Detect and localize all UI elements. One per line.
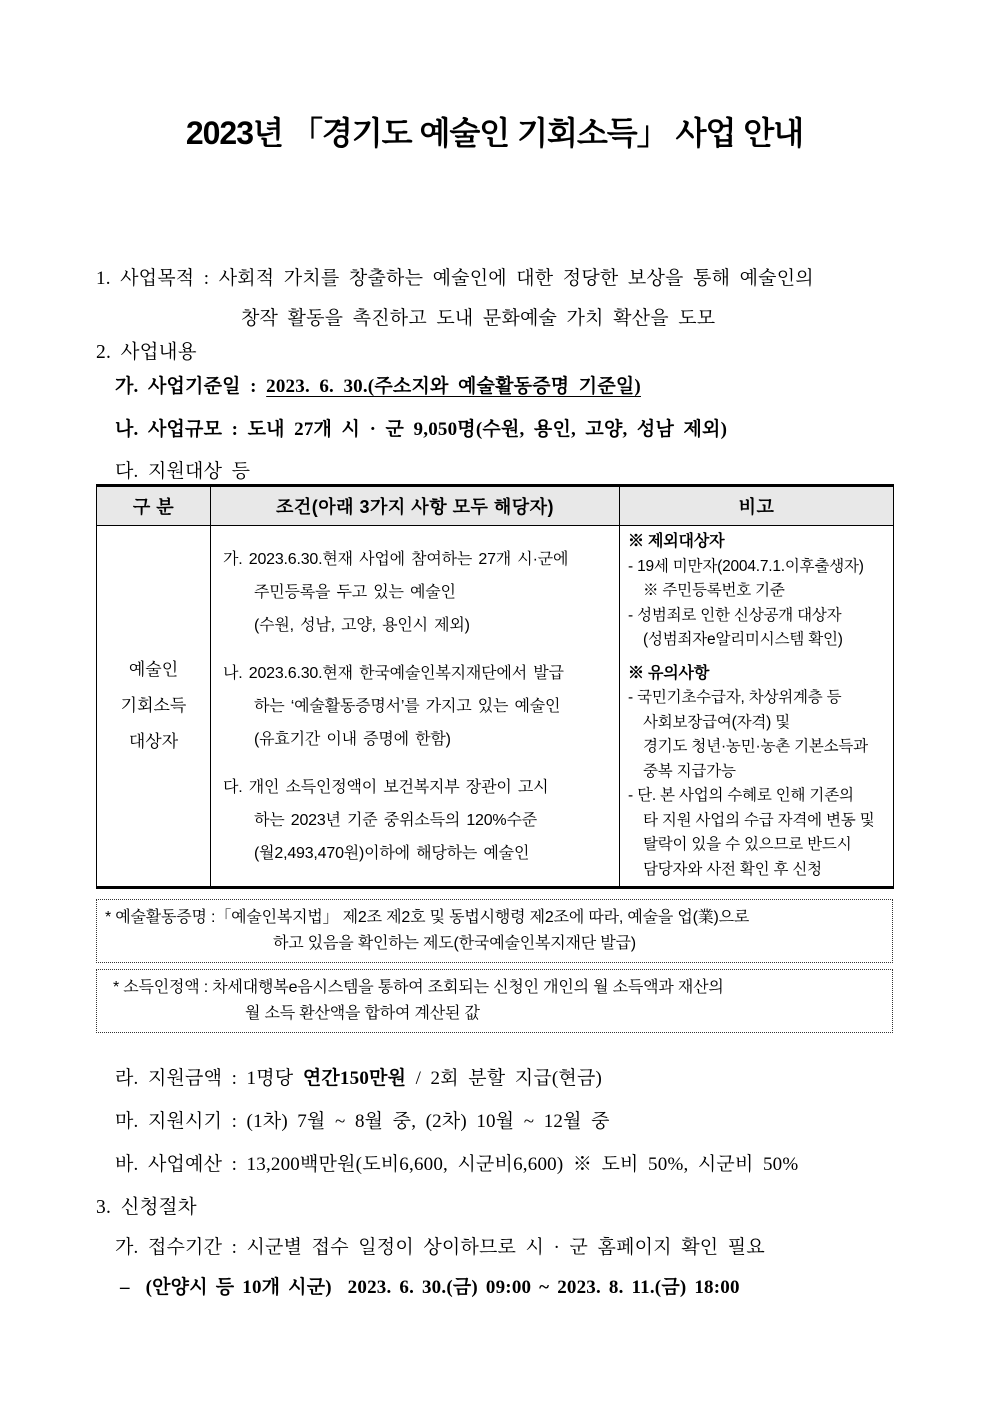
item-support-amount <box>96 1065 893 1092</box>
remark-line: 경기도 청년·농민·농촌 기본소득과 <box>643 738 868 755</box>
note-box-recognized-income <box>96 969 893 1033</box>
condition-line: 주민등록을 두고 있는 예술인 <box>254 583 456 601</box>
note-line: * 소득인정액 : 차세대행복e음시스템을 통하여 조회되는 신청인 개인의 월 소득액과 재산의 <box>113 979 724 996</box>
condition-line: (수원, 성남, 고양, 용인시 제외) <box>254 616 470 634</box>
table-header-row <box>97 486 894 526</box>
section-2-heading: 2. 사업내용 <box>96 342 197 363</box>
eligibility-table <box>96 484 894 889</box>
table-header-category: 구 분 <box>97 486 211 526</box>
item-support-amount-value: 연간150만원 <box>302 1068 407 1089</box>
note-line: 월 소득 환산액을 합하여 계산된 값 <box>245 1005 480 1022</box>
condition-line: (유효기간 이내 증명에 한함) <box>254 730 451 748</box>
category-line: 기회소득 <box>120 696 187 715</box>
condition-cell <box>211 526 620 888</box>
note-line: * 예술활동증명 :「예술인복지법」 제2조 제2호 및 동법시행령 제2조에 따라, 예술을 업(業)으로 <box>105 909 750 926</box>
condition-line: (월2,493,470원)이하에 해당하는 예술인 <box>254 844 530 862</box>
item-support-amount-prefix: 라. 지원금액 : 1명당 <box>115 1068 303 1089</box>
table-header-condition: 조건(아래 3가지 사항 모두 해당자) <box>211 486 620 526</box>
condition-block-da <box>223 771 613 870</box>
remark-line: (성범죄자e알리미시스템 확인) <box>643 631 843 648</box>
item-business-base-date <box>96 373 893 400</box>
item-support-target: 다. 지원대상 등 <box>115 461 251 482</box>
remark-line: 사회보장급여(자격) 및 <box>643 713 790 731</box>
remark-line: 타 지원 사업의 수급 자격에 변동 및 <box>643 811 875 829</box>
remark-cell <box>620 526 894 888</box>
item-support-amount-suffix: / 2회 분할 지급(현금) <box>406 1068 603 1089</box>
remark-line: - 성범죄로 인한 신상공개 대상자 <box>628 606 842 624</box>
category-line: 대상자 <box>128 732 179 751</box>
condition-block-na <box>223 657 613 756</box>
item-business-base-date-label: 가. 사업기준일 : <box>115 376 267 397</box>
item-budget: 바. 사업예산 : 13,200백만원(도비6,600, 시군비6,600) ※ 도비 50%, 시군비 50% <box>115 1154 799 1175</box>
section-3-heading: 3. 신청절차 <box>96 1197 197 1218</box>
remark-line: 중복 지급가능 <box>643 762 736 780</box>
remark-line: ※ 주민등록번호 기준 <box>643 582 785 599</box>
note-box-artist-certification <box>96 899 893 963</box>
condition-line: 나. 2023.6.30.현재 한국예술인복지재단에서 발급 <box>223 664 564 682</box>
condition-line: 가. 2023.6.30.현재 사업에 참여하는 27개 시·군에 <box>223 550 569 568</box>
remark-line: 탈락이 있을 수 있으므로 반드시 <box>643 836 852 853</box>
remark-line: - 국민기초수급자, 차상위계층 등 <box>628 689 842 706</box>
purpose-line-2: 창작 활동을 촉진하고 도내 문화예술 가치 확산을 도모 <box>241 308 716 329</box>
remark-caution-title: ※ 유의사항 <box>628 664 710 682</box>
condition-line: 다. 개인 소득인정액이 보건복지부 장관이 고시 <box>223 778 549 796</box>
condition-line: 하는 ‘예술활동증명서’를 가지고 있는 예술인 <box>254 697 561 715</box>
item-application-period: 가. 접수기간 : 시군별 접수 일정이 상이하므로 시 · 군 홈페이지 확인 필요 <box>115 1237 765 1258</box>
table-header-remark: 비고 <box>620 486 894 526</box>
purpose-line-1: 1. 사업목적 : 사회적 가치를 창출하는 예술인에 대한 정당한 보상을 통해 예술인의 <box>96 268 814 289</box>
condition-line: 하는 2023년 기준 중위소득의 120%수준 <box>254 811 537 829</box>
remark-line: - 단. 본 사업의 수혜로 인해 기존의 <box>628 787 854 804</box>
condition-block-ga <box>223 543 613 642</box>
remark-line: 담당자와 사전 확인 후 신청 <box>643 860 822 878</box>
note-line: 하고 있음을 확인하는 제도(한국예술인복지재단 발급) <box>273 935 636 952</box>
item-support-timing: 마. 지원시기 : (1차) 7월 ~ 8월 중, (2차) 10월 ~ 12월 중 <box>115 1111 610 1132</box>
item-business-scale: 나. 사업규모 : 도내 27개 시 · 군 9,050명(수원, 용인, 고양, 성남 제외) <box>115 419 728 440</box>
item-application-period-detail: – (안양시 등 10개 시군) 2023. 6. 30.(금) 09:00 ~ 2023. 8. 11.(금) 18:00 <box>120 1277 740 1298</box>
table-body-row <box>97 526 894 888</box>
page-title: 2023년 「경기도 예술인 기회소득」 사업 안내 <box>185 115 804 151</box>
category-cell <box>97 526 211 888</box>
remark-line: - 19세 미만자(2004.7.1.이후출생자) <box>628 557 864 575</box>
item-business-base-date-value: 2023. 6. 30.(주소지와 예술활동증명 기준일) <box>266 376 641 397</box>
category-line: 예술인 <box>128 660 179 679</box>
document-content <box>96 0 893 1301</box>
remark-exclusion-title: ※ 제외대상자 <box>628 533 725 550</box>
